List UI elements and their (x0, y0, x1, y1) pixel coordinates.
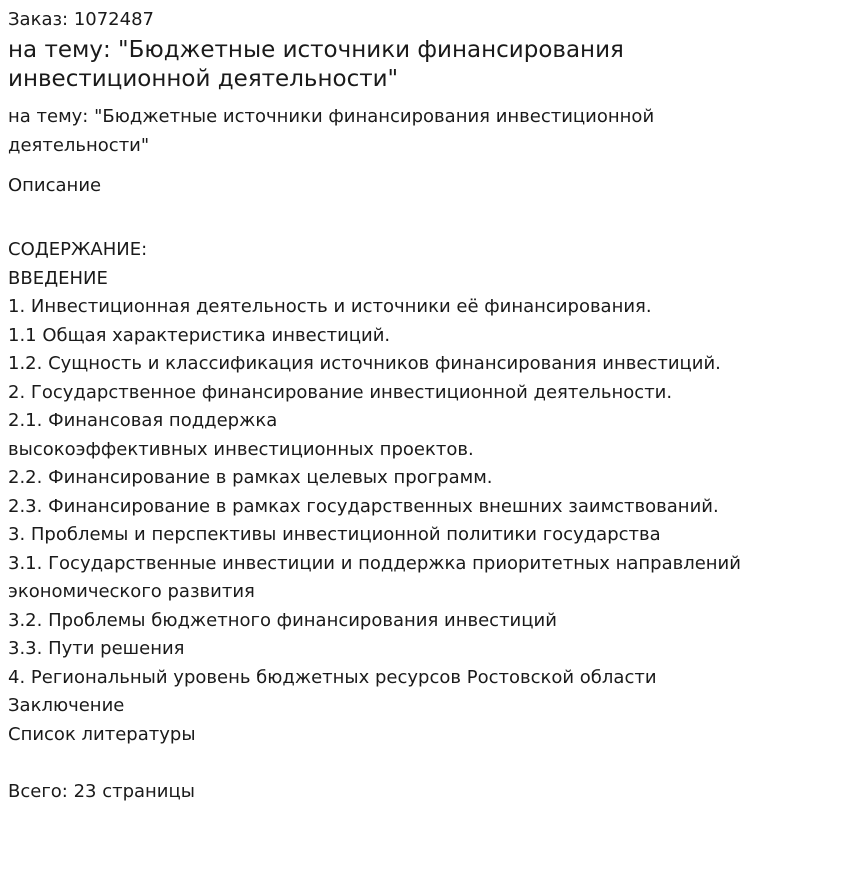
total-pages: Всего: 23 страницы (8, 780, 195, 802)
toc-item: 1. Инвестиционная деятельность и источники её финансирования. (8, 296, 652, 317)
toc-heading: СОДЕРЖАНИЕ: (8, 239, 148, 260)
toc-item: 2.2. Финансирование в рамках целевых программ. (8, 467, 493, 488)
toc-item: 3.1. Государственные инвестиции и поддержка приоритетных направлений (8, 552, 741, 574)
toc-item: 3.3. Пути решения (8, 638, 185, 659)
toc-item: 3. Проблемы и перспективы инвестиционной политики государства (8, 524, 661, 545)
toc-item: Заключение (8, 695, 125, 716)
toc-item: 2.3. Финансирование в рамках государственных внешних заимствований. (8, 495, 719, 517)
toc-item: экономического развития (8, 581, 255, 602)
toc-item: высокоэффективных инвестиционных проектов. (8, 438, 474, 460)
description-heading: Описание (8, 175, 102, 196)
toc-item: 2. Государственное финансирование инвестиционной деятельности. (8, 381, 673, 403)
toc-item: 2.1. Финансовая поддержка (8, 410, 278, 431)
toc-item: Список литературы (8, 723, 196, 745)
toc-item: 4. Региональный уровень бюджетных ресурсов Ростовской области (8, 666, 657, 688)
spacer (8, 749, 839, 778)
toc-item: 3.2. Проблемы бюджетного финансирования инвестиций (8, 609, 557, 631)
page-subtitle: на тему: "Бюджетные источники финансирования инвестиционной деятельности" (8, 106, 655, 156)
toc-item: 1.1 Общая характеристика инвестиций. (8, 324, 391, 346)
order-number: Заказ: 1072487 (8, 9, 154, 30)
toc-item: ВВЕДЕНИЕ (8, 267, 108, 289)
toc-item: 1.2. Сущность и классификация источников финансирования инвестиций. (8, 353, 721, 374)
table-of-contents (8, 236, 839, 749)
spacer (8, 198, 839, 236)
page-title: на тему: "Бюджетные источники финансирования инвестиционной деятельности" (8, 37, 624, 92)
